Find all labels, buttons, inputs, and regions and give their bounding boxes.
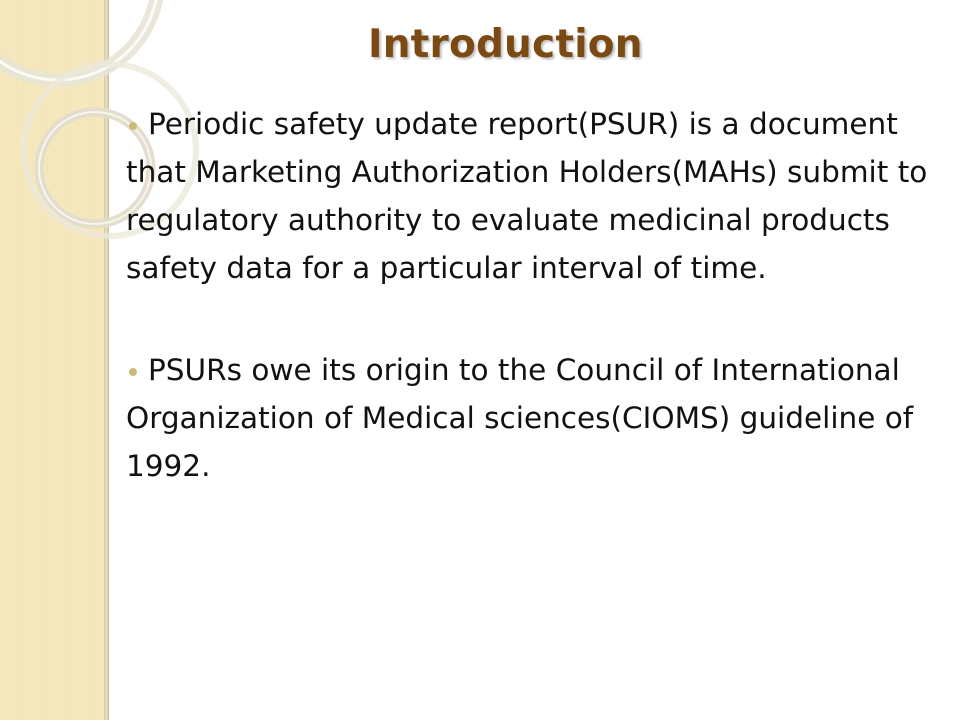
bullet-text-psur-origin: PSURs owe its origin to the Council of International Organization of Medical sciences(CIOMS) guideline of 1992. xyxy=(126,353,914,483)
bullet-item xyxy=(126,346,950,490)
slide-title: Introduction xyxy=(368,22,643,67)
bullet-dot-icon xyxy=(129,122,137,130)
bullet-dot-icon xyxy=(129,368,137,376)
bullet-text-psur-definition: Periodic safety update report(PSUR) is a document that Marketing Authorization Holders(MAHs) submit to regulatory authority to evaluate medicinal products safety data for a particular interval of time. xyxy=(126,107,928,285)
bullet-list xyxy=(126,100,950,544)
bullet-item xyxy=(126,100,950,292)
